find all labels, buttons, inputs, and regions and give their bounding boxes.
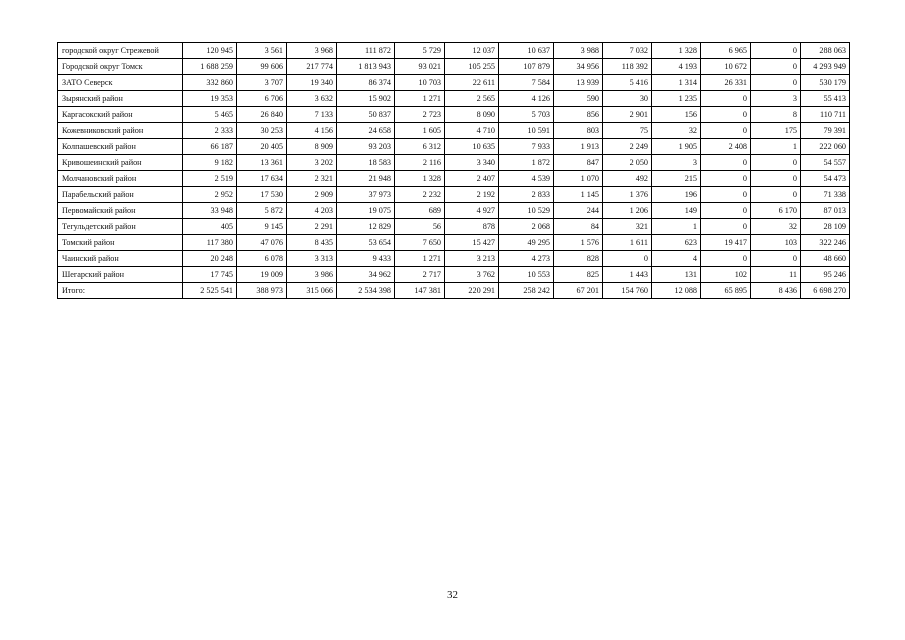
table-cell: 33 948 [183,203,237,219]
table-cell: 828 [554,251,603,267]
table-cell: 66 187 [183,139,237,155]
table-cell: 6 706 [237,91,287,107]
table-cell: 3 968 [287,43,337,59]
row-label: Шегарский район [58,267,183,283]
table-cell: 47 076 [237,235,287,251]
table-cell: 3 [652,155,701,171]
table-cell: 3 707 [237,75,287,91]
table-cell: 95 246 [801,267,850,283]
table-cell: 0 [701,155,751,171]
table-cell: 12 088 [652,283,701,299]
table-cell: 9 145 [237,219,287,235]
table-cell: 4 539 [499,171,554,187]
row-label: Тегульдетский район [58,219,183,235]
table-cell: 111 872 [337,43,395,59]
table-cell: 32 [751,219,801,235]
table-cell: 0 [701,219,751,235]
table-cell: 37 973 [337,187,395,203]
row-label: Колпашевский район [58,139,183,155]
table-body [58,43,850,299]
table-row [58,267,850,283]
table-cell: 2 116 [395,155,445,171]
row-label: Первомайский район [58,203,183,219]
table-cell: 0 [701,187,751,203]
table-cell: 1 070 [554,171,603,187]
table-cell: 3 988 [554,43,603,59]
table-cell: 7 650 [395,235,445,251]
table-cell: 17 530 [237,187,287,203]
row-label: Итого: [58,283,183,299]
table-cell: 689 [395,203,445,219]
table-cell: 110 711 [801,107,850,123]
table-cell: 1 611 [603,235,652,251]
table-cell: 1 328 [652,43,701,59]
table-cell: 2 565 [445,91,499,107]
table-cell: 1 145 [554,187,603,203]
row-label: Городской округ Томск [58,59,183,75]
table-cell: 131 [652,267,701,283]
table-cell: 1 913 [554,139,603,155]
table-cell: 86 374 [337,75,395,91]
table-row [58,123,850,139]
row-label: Чаинский район [58,251,183,267]
table-cell: 30 253 [237,123,287,139]
table-cell: 1 905 [652,139,701,155]
table-cell: 105 255 [445,59,499,75]
table-cell: 5 729 [395,43,445,59]
total-row [58,283,850,299]
row-label: Зырянский район [58,91,183,107]
table-cell: 102 [701,267,751,283]
table-row [58,43,850,59]
table-cell: 18 583 [337,155,395,171]
table-cell: 24 658 [337,123,395,139]
table-cell: 2 525 541 [183,283,237,299]
table-cell: 10 672 [701,59,751,75]
table-cell: 149 [652,203,701,219]
table-cell: 10 591 [499,123,554,139]
table-cell: 156 [652,107,701,123]
table-cell: 1 [751,139,801,155]
table-cell: 12 037 [445,43,499,59]
table-cell: 1 235 [652,91,701,107]
row-label: городской округ Стрежевой [58,43,183,59]
table-cell: 1 206 [603,203,652,219]
table-cell: 315 066 [287,283,337,299]
table-cell: 19 340 [287,75,337,91]
table-cell: 19 075 [337,203,395,219]
table-cell: 0 [701,107,751,123]
table-cell: 9 182 [183,155,237,171]
table-cell: 244 [554,203,603,219]
table-cell: 65 895 [701,283,751,299]
table-cell: 4 293 949 [801,59,850,75]
table-cell: 4 [652,251,701,267]
table-cell: 28 109 [801,219,850,235]
table-cell: 20 405 [237,139,287,155]
table-row [58,75,850,91]
table-cell: 5 872 [237,203,287,219]
table-cell: 0 [751,187,801,203]
table-cell: 56 [395,219,445,235]
table-cell: 21 948 [337,171,395,187]
table-cell: 67 201 [554,283,603,299]
table-cell: 878 [445,219,499,235]
table-cell: 825 [554,267,603,283]
table-cell: 11 [751,267,801,283]
table-cell: 0 [701,123,751,139]
row-label: Кривошеинский район [58,155,183,171]
table-cell: 2 291 [287,219,337,235]
table-cell: 2 534 398 [337,283,395,299]
table-cell: 2 833 [499,187,554,203]
table-cell: 4 126 [499,91,554,107]
table-cell: 154 760 [603,283,652,299]
table-cell: 2 192 [445,187,499,203]
table-cell: 12 829 [337,219,395,235]
table-cell: 0 [701,251,751,267]
table-cell: 5 416 [603,75,652,91]
table-cell: 10 529 [499,203,554,219]
table-cell: 492 [603,171,652,187]
table-cell: 1 443 [603,267,652,283]
table-cell: 2 068 [499,219,554,235]
table-cell: 19 009 [237,267,287,283]
table-cell: 0 [701,171,751,187]
table-cell: 2 717 [395,267,445,283]
table-cell: 0 [751,59,801,75]
row-label: ЗАТО Северск [58,75,183,91]
table-cell: 321 [603,219,652,235]
table-row [58,187,850,203]
table-row [58,219,850,235]
table-cell: 6 698 270 [801,283,850,299]
table-cell: 8 090 [445,107,499,123]
table-cell: 1 [652,219,701,235]
table-cell: 10 635 [445,139,499,155]
table-cell: 19 353 [183,91,237,107]
table-row [58,203,850,219]
table-cell: 107 879 [499,59,554,75]
table-cell: 4 156 [287,123,337,139]
table-cell: 2 952 [183,187,237,203]
table-cell: 4 927 [445,203,499,219]
table-cell: 34 956 [554,59,603,75]
table-cell: 54 473 [801,171,850,187]
table-cell: 2 519 [183,171,237,187]
table-cell: 3 340 [445,155,499,171]
table-row [58,107,850,123]
table-cell: 8 [751,107,801,123]
table-cell: 0 [603,251,652,267]
table-row [58,139,850,155]
table-cell: 0 [751,75,801,91]
table-cell: 7 933 [499,139,554,155]
table-cell: 1 328 [395,171,445,187]
table-cell: 5 465 [183,107,237,123]
table-cell: 0 [701,203,751,219]
table-cell: 2 901 [603,107,652,123]
table-cell: 3 632 [287,91,337,107]
table-cell: 22 611 [445,75,499,91]
table-cell: 1 376 [603,187,652,203]
table-cell: 6 312 [395,139,445,155]
table-cell: 4 273 [499,251,554,267]
table-row [58,251,850,267]
table-row [58,235,850,251]
table-cell: 3 561 [237,43,287,59]
table-cell: 1 271 [395,251,445,267]
table-cell: 0 [751,43,801,59]
table-row [58,171,850,187]
table-cell: 13 361 [237,155,287,171]
table-cell: 10 703 [395,75,445,91]
table-cell: 322 246 [801,235,850,251]
table-cell: 10 637 [499,43,554,59]
table-cell: 6 965 [701,43,751,59]
table-cell: 32 [652,123,701,139]
table-cell: 4 193 [652,59,701,75]
table-cell: 120 945 [183,43,237,59]
table-cell: 0 [701,91,751,107]
table-cell: 1 688 259 [183,59,237,75]
table-cell: 55 413 [801,91,850,107]
table-cell: 8 435 [287,235,337,251]
table-cell: 48 660 [801,251,850,267]
table-cell: 0 [751,155,801,171]
table-cell: 3 986 [287,267,337,283]
table-cell: 147 381 [395,283,445,299]
table-cell: 220 291 [445,283,499,299]
table-cell: 2 407 [445,171,499,187]
table-cell: 0 [751,171,801,187]
table-cell: 217 774 [287,59,337,75]
row-label: Каргасокский район [58,107,183,123]
table-cell: 3 202 [287,155,337,171]
table-cell: 99 606 [237,59,287,75]
table-cell: 93 203 [337,139,395,155]
table-row [58,91,850,107]
table-cell: 2 333 [183,123,237,139]
table-cell: 4 203 [287,203,337,219]
table-cell: 15 902 [337,91,395,107]
table-cell: 590 [554,91,603,107]
table-cell: 803 [554,123,603,139]
row-label: Томский район [58,235,183,251]
table-cell: 1 813 943 [337,59,395,75]
table-cell: 2 408 [701,139,751,155]
table-cell: 222 060 [801,139,850,155]
table-cell: 175 [751,123,801,139]
table-cell: 2 909 [287,187,337,203]
table-cell: 7 584 [499,75,554,91]
table-cell: 10 553 [499,267,554,283]
table-cell: 405 [183,219,237,235]
table-cell: 530 179 [801,75,850,91]
table-cell: 196 [652,187,701,203]
table-cell: 3 313 [287,251,337,267]
table-cell: 1 314 [652,75,701,91]
table-cell: 856 [554,107,603,123]
page-number: 32 [447,589,458,601]
table-cell: 1 872 [499,155,554,171]
table-cell: 288 063 [801,43,850,59]
table-cell: 2 249 [603,139,652,155]
row-label: Парабельский район [58,187,183,203]
table-cell: 1 271 [395,91,445,107]
table-cell: 6 078 [237,251,287,267]
table-cell: 30 [603,91,652,107]
table-cell: 2 232 [395,187,445,203]
table-cell: 7 032 [603,43,652,59]
table-cell: 118 392 [603,59,652,75]
table-cell: 93 021 [395,59,445,75]
table-cell: 9 433 [337,251,395,267]
table-cell: 4 710 [445,123,499,139]
table-cell: 117 380 [183,235,237,251]
table-cell: 847 [554,155,603,171]
table-cell: 53 654 [337,235,395,251]
table-cell: 2 050 [603,155,652,171]
table-cell: 258 242 [499,283,554,299]
table-cell: 2 321 [287,171,337,187]
table-cell: 6 170 [751,203,801,219]
table-cell: 3 [751,91,801,107]
table-cell: 2 723 [395,107,445,123]
table-cell: 49 295 [499,235,554,251]
statistics-table [57,42,850,299]
table-cell: 215 [652,171,701,187]
table-cell: 84 [554,219,603,235]
table-cell: 26 331 [701,75,751,91]
table-cell: 3 762 [445,267,499,283]
table-cell: 75 [603,123,652,139]
table-cell: 19 417 [701,235,751,251]
table-cell: 8 436 [751,283,801,299]
table-cell: 388 973 [237,283,287,299]
table-cell: 87 013 [801,203,850,219]
table-cell: 3 213 [445,251,499,267]
row-label: Молчановский район [58,171,183,187]
table-cell: 17 745 [183,267,237,283]
table-row [58,59,850,75]
table-cell: 5 703 [499,107,554,123]
table-cell: 54 557 [801,155,850,171]
table-cell: 13 939 [554,75,603,91]
table-cell: 1 576 [554,235,603,251]
table-cell: 34 962 [337,267,395,283]
table-cell: 332 860 [183,75,237,91]
table-cell: 79 391 [801,123,850,139]
row-label: Кожевниковский район [58,123,183,139]
table-cell: 20 248 [183,251,237,267]
table-cell: 7 133 [287,107,337,123]
table-cell: 103 [751,235,801,251]
table-cell: 1 605 [395,123,445,139]
table-cell: 0 [751,251,801,267]
table-cell: 8 909 [287,139,337,155]
table-cell: 623 [652,235,701,251]
table-cell: 26 840 [237,107,287,123]
table-cell: 17 634 [237,171,287,187]
table-cell: 71 338 [801,187,850,203]
table-row [58,155,850,171]
table-cell: 15 427 [445,235,499,251]
table-cell: 50 837 [337,107,395,123]
